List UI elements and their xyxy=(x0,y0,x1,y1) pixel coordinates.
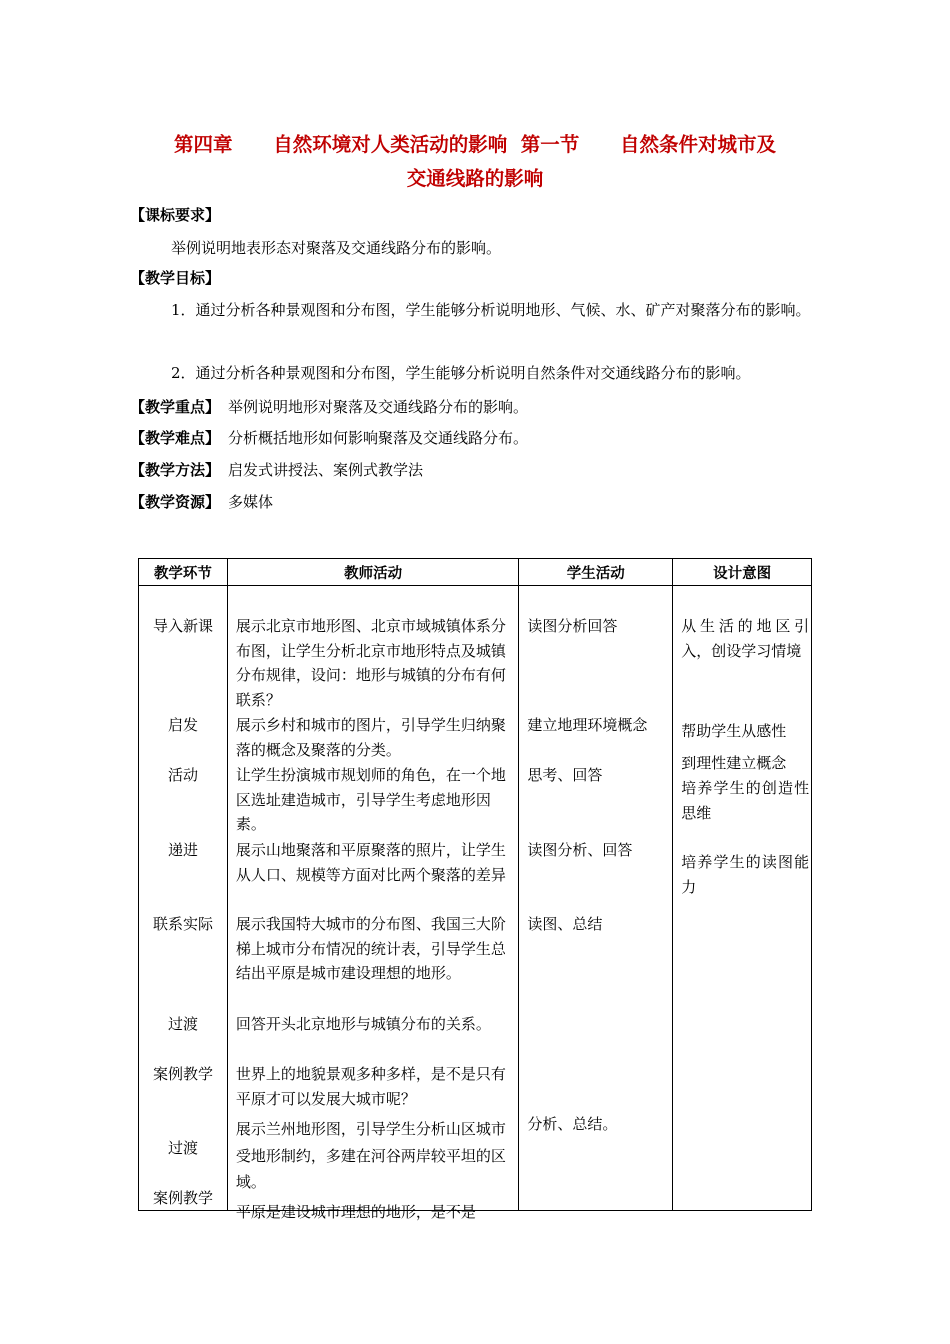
goal-1: 1．通过分析各种景观图和分布图，学生能够分析说明地形、气候、水、矿产对聚落分布的影响。 xyxy=(171,301,811,319)
teacher-item: 展示乡村和城市的图片，引导学生归纳聚落的概念及聚落的分类。 xyxy=(235,716,506,759)
student-item: 读图分析回答 xyxy=(527,617,618,635)
teacher-item: 回答开头北京地形与城镇分布的关系。 xyxy=(235,1015,491,1033)
teacher-item: 展示我国特大城市的分布图、我国三大阶梯上城市分布情况的统计表，引导学生总结出平原是城市建设理想的地形。 xyxy=(235,915,506,982)
standard-heading: 【课标要求】 xyxy=(130,206,221,224)
key-text: 举例说明地形对聚落及交通线路分布的影响。 xyxy=(228,398,529,416)
lesson-plan-table xyxy=(138,558,812,1221)
intent-item: 从生活的地区引入，创设学习情境 xyxy=(681,617,810,660)
stage-item: 案例教学 xyxy=(152,1189,213,1207)
table-row xyxy=(139,586,812,1211)
stage-item: 启发 xyxy=(167,716,198,734)
key-points-row xyxy=(130,397,528,417)
table-header-row xyxy=(139,559,812,586)
stage-item: 过渡 xyxy=(167,1139,198,1157)
stage-item: 活动 xyxy=(167,766,198,784)
teacher-column xyxy=(227,586,519,1221)
title-line-1: 第四章 自然环境对人类活动的影响 第一节 自然条件对城市及 xyxy=(173,133,777,156)
header-teacher: 教师活动 xyxy=(227,559,519,586)
intent-item: 到理性建立概念 xyxy=(681,754,787,772)
method-heading: 【教学方法】 xyxy=(130,461,221,479)
difficulty-heading: 【教学难点】 xyxy=(130,429,221,447)
header-stage: 教学环节 xyxy=(139,559,228,586)
goals-heading: 【教学目标】 xyxy=(130,269,221,287)
teacher-item: 让学生扮演城市规划师的角色，在一个地区选址建造城市，引导学生考虑地形因素。 xyxy=(235,766,506,833)
standard-text: 举例说明地表形态对聚落及交通线路分布的影响。 xyxy=(171,239,502,257)
title-line-2: 交通线路的影响 xyxy=(406,167,544,190)
difficulty-row xyxy=(130,428,528,448)
resource-heading: 【教学资源】 xyxy=(130,493,221,511)
student-item: 分析、总结。 xyxy=(527,1115,618,1133)
teacher-item: 世界上的地貌景观多种多样，是不是只有平原才可以发展大城市呢？ xyxy=(235,1065,506,1108)
header-intent: 设计意图 xyxy=(673,559,812,586)
key-heading: 【教学重点】 xyxy=(130,398,221,416)
teacher-item: 展示北京市地形图、北京市域城镇体系分布图，让学生分析北京市地形特点及城镇分布规律，设问：地形与城镇的分布有何联系？ xyxy=(235,617,506,709)
resource-row xyxy=(130,492,273,512)
header-student: 学生活动 xyxy=(519,559,673,586)
stage-item: 联系实际 xyxy=(152,915,213,933)
intent-item: 帮助学生从感性 xyxy=(681,722,787,740)
teacher-item: 平原是建设城市理想的地形，是不是 xyxy=(235,1203,476,1221)
stage-item: 导入新课 xyxy=(152,617,213,635)
intent-item: 培养学生的创造性思维 xyxy=(681,779,810,822)
intent-item: 培养学生的读图能力 xyxy=(681,853,810,896)
stage-column xyxy=(139,586,228,1211)
method-text: 启发式讲授法、案例式教学法 xyxy=(228,461,424,479)
stage-item: 过渡 xyxy=(167,1015,198,1033)
student-item: 读图、总结 xyxy=(527,915,603,933)
student-item: 思考、回答 xyxy=(527,766,603,784)
stage-item: 递进 xyxy=(167,841,198,859)
method-row xyxy=(130,460,423,480)
stage-item: 案例教学 xyxy=(152,1065,213,1083)
teacher-item: 展示山地聚落和平原聚落的照片，让学生从人口、规模等方面对比两个聚落的差异 xyxy=(235,841,506,884)
student-item: 读图分析、回答 xyxy=(527,841,633,859)
student-item: 建立地理环境概念 xyxy=(527,716,648,734)
teacher-item: 展示兰州地形图，引导学生分析山区城市受地形制约，多建在河谷两岸较平坦的区域。 xyxy=(235,1120,506,1191)
student-column xyxy=(519,586,673,1211)
intent-column xyxy=(673,586,812,1211)
resource-text: 多媒体 xyxy=(228,493,274,511)
goal-2: 2．通过分析各种景观图和分布图，学生能够分析说明自然条件对交通线路分布的影响。 xyxy=(171,364,751,382)
difficulty-text: 分析概括地形如何影响聚落及交通线路分布。 xyxy=(228,429,529,447)
document-title xyxy=(120,128,830,196)
